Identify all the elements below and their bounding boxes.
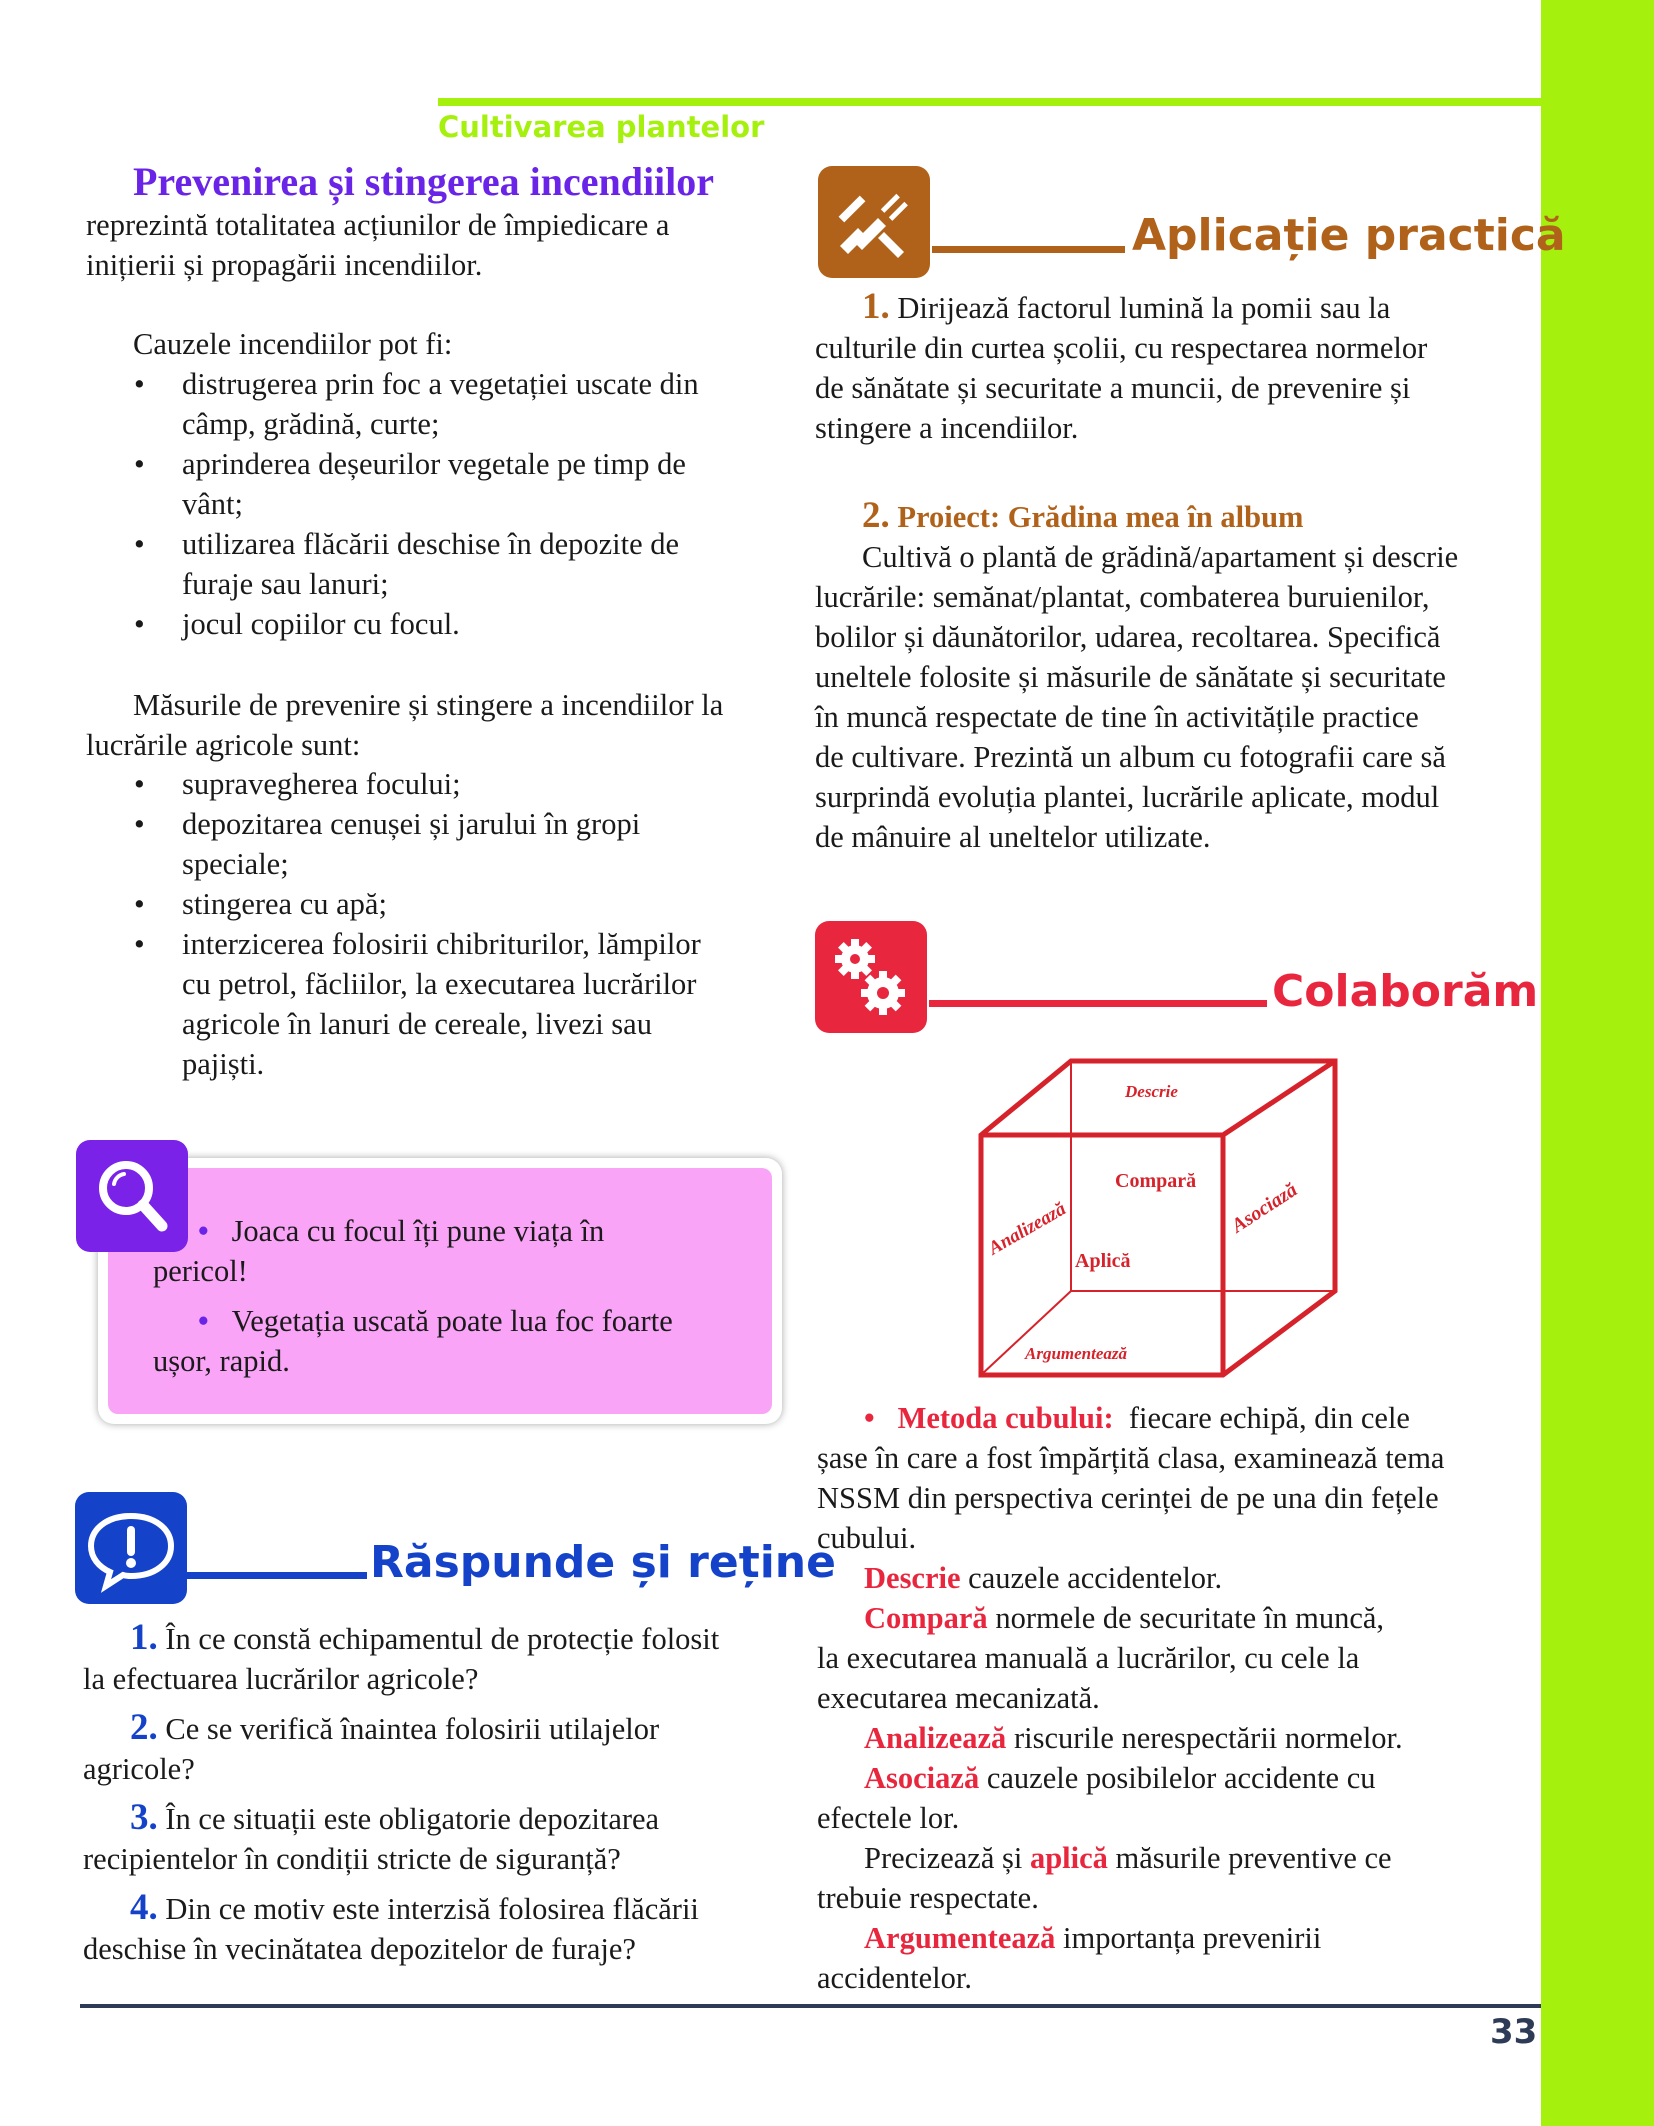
question-1: 1. În ce constă echipamentul de protecție folosit la efectuarea lucrărilor agricole?	[83, 1617, 720, 1696]
list-item: • depozitarea cenușei și jarului în gropi speciale;	[86, 804, 806, 884]
question-2: 2. Ce se verifică înaintea folosirii utilajelor agricole?	[83, 1707, 660, 1786]
measures-list	[86, 764, 806, 1084]
causes-list	[86, 364, 806, 644]
gears-icon	[815, 921, 927, 1033]
cube-label-left: Analizează	[985, 1198, 1070, 1260]
list-item: • jocul copiilor cu focul.	[86, 604, 806, 644]
notice-item: • Vegetația uscată poate lua foc foarte ușor, rapid.	[153, 1304, 673, 1378]
practical-item-1: 1. Dirijează factorul lumină la pomii sau la culturile din curtea școlii, cu respectarea normelor de sănătate și securitate a muncii, de prevenire și stingere a incendiilor.	[815, 286, 1428, 445]
cube-label-bottom: Argumentează	[1025, 1344, 1128, 1363]
list-item: • supravegherea focului;	[86, 764, 806, 804]
section-title-fire-prevention: Prevenirea și stingerea incendiilor	[133, 159, 715, 204]
section-title-collab: Colaborăm	[1272, 966, 1539, 1017]
question-4: 4. Din ce motiv este interzisă folosirea flăcării deschise în vecinătatea depozitelor de furaje?	[83, 1887, 699, 1966]
cube-label-right: Asociază	[1227, 1178, 1302, 1238]
list-item: • utilizarea flăcării deschise în depozite de furaje sau lanuri;	[86, 524, 806, 604]
speech-bubble-exclamation-icon	[75, 1492, 187, 1604]
page-number: 33	[1490, 2012, 1538, 2052]
notice-item: • Joaca cu focul îți pune viața în pericol!	[153, 1214, 605, 1288]
list-item: • distrugerea prin foc a vegetației uscate din câmp, grădină, curte;	[86, 364, 806, 444]
cube-diagram	[975, 1055, 1355, 1385]
section-title-practical: Aplicație practică	[1132, 210, 1566, 261]
definition-text: reprezintă totalitatea acțiunilor de împiedicare a inițierii și propagării incendiilor.	[86, 208, 670, 282]
header-line	[932, 246, 1125, 253]
causes-intro: Cauzele incendiilor pot fi:	[133, 327, 453, 361]
list-item: • interzicerea folosirii chibriturilor, lămpilor cu petrol, făcliilor, la executarea lucrărilor agricole în lanuri de cereale, livezi sau pajiști.	[86, 924, 806, 1084]
section-title-answer: Răspunde și reține	[370, 1537, 836, 1588]
chapter-title: Cultivarea plantelor	[438, 110, 765, 144]
list-item: • stingerea cu apă;	[86, 884, 806, 924]
measures-intro: Măsurile de prevenire și stingere a incendiilor la lucrările agricole sunt:	[86, 688, 724, 762]
cube-tasks-text: Descrie cauzele accidentelor. Compară normele de securitate în muncă, la executarea manuală a lucrărilor, cu cele la executarea mecanizată. Analizează riscurile nerespectării normelor. Asociază cauzele posibilelor accidente cu efectele lor. Precizează și aplică măsurile preventive ce trebuie respectate. Argumentează importanța prevenirii accidentelor.	[817, 1561, 1403, 1995]
side-color-bar	[1541, 0, 1654, 2126]
header-line	[929, 1000, 1267, 1007]
practical-item-2: 2. Proiect: Grădina mea în album Cultivă o plantă de grădină/apartament și descrie lucrările: semănat/plantat, combaterea buruienilor, bolilor și dăunătorilor, udarea, recoltarea. Specifică uneltele folosite și măsurile de sănătate și securitate în muncă respectate de tine în activitățile practice de cultivare. Prezintă un album cu fotografii care să surprindă evoluția plantei, lucrările aplicate, modul de mânuire al uneltelor utilizate.	[815, 495, 1459, 854]
header-line	[187, 1572, 367, 1579]
cube-label-front: Compară	[1115, 1170, 1197, 1192]
question-3: 3. În ce situații este obligatorie depozitarea recipientelor în condiții stricte de siguranță?	[83, 1797, 660, 1876]
cube-label-top: Descrie	[1125, 1082, 1178, 1101]
garden-tools-icon	[818, 166, 930, 278]
header-rule	[438, 98, 1541, 106]
cube-method-text: • Metoda cubului: fiecare echipă, din cele șase în care a fost împărțită clasa, examinează tema NSSM din perspectiva cerinței de pe una din fețele cubului.	[817, 1401, 1445, 1555]
notice-box	[98, 1158, 782, 1424]
cube-label-center: Aplică	[1075, 1250, 1131, 1272]
list-item: • aprinderea deșeurilor vegetale pe timp de vânt;	[86, 444, 806, 524]
footer-rule	[80, 2004, 1541, 2008]
